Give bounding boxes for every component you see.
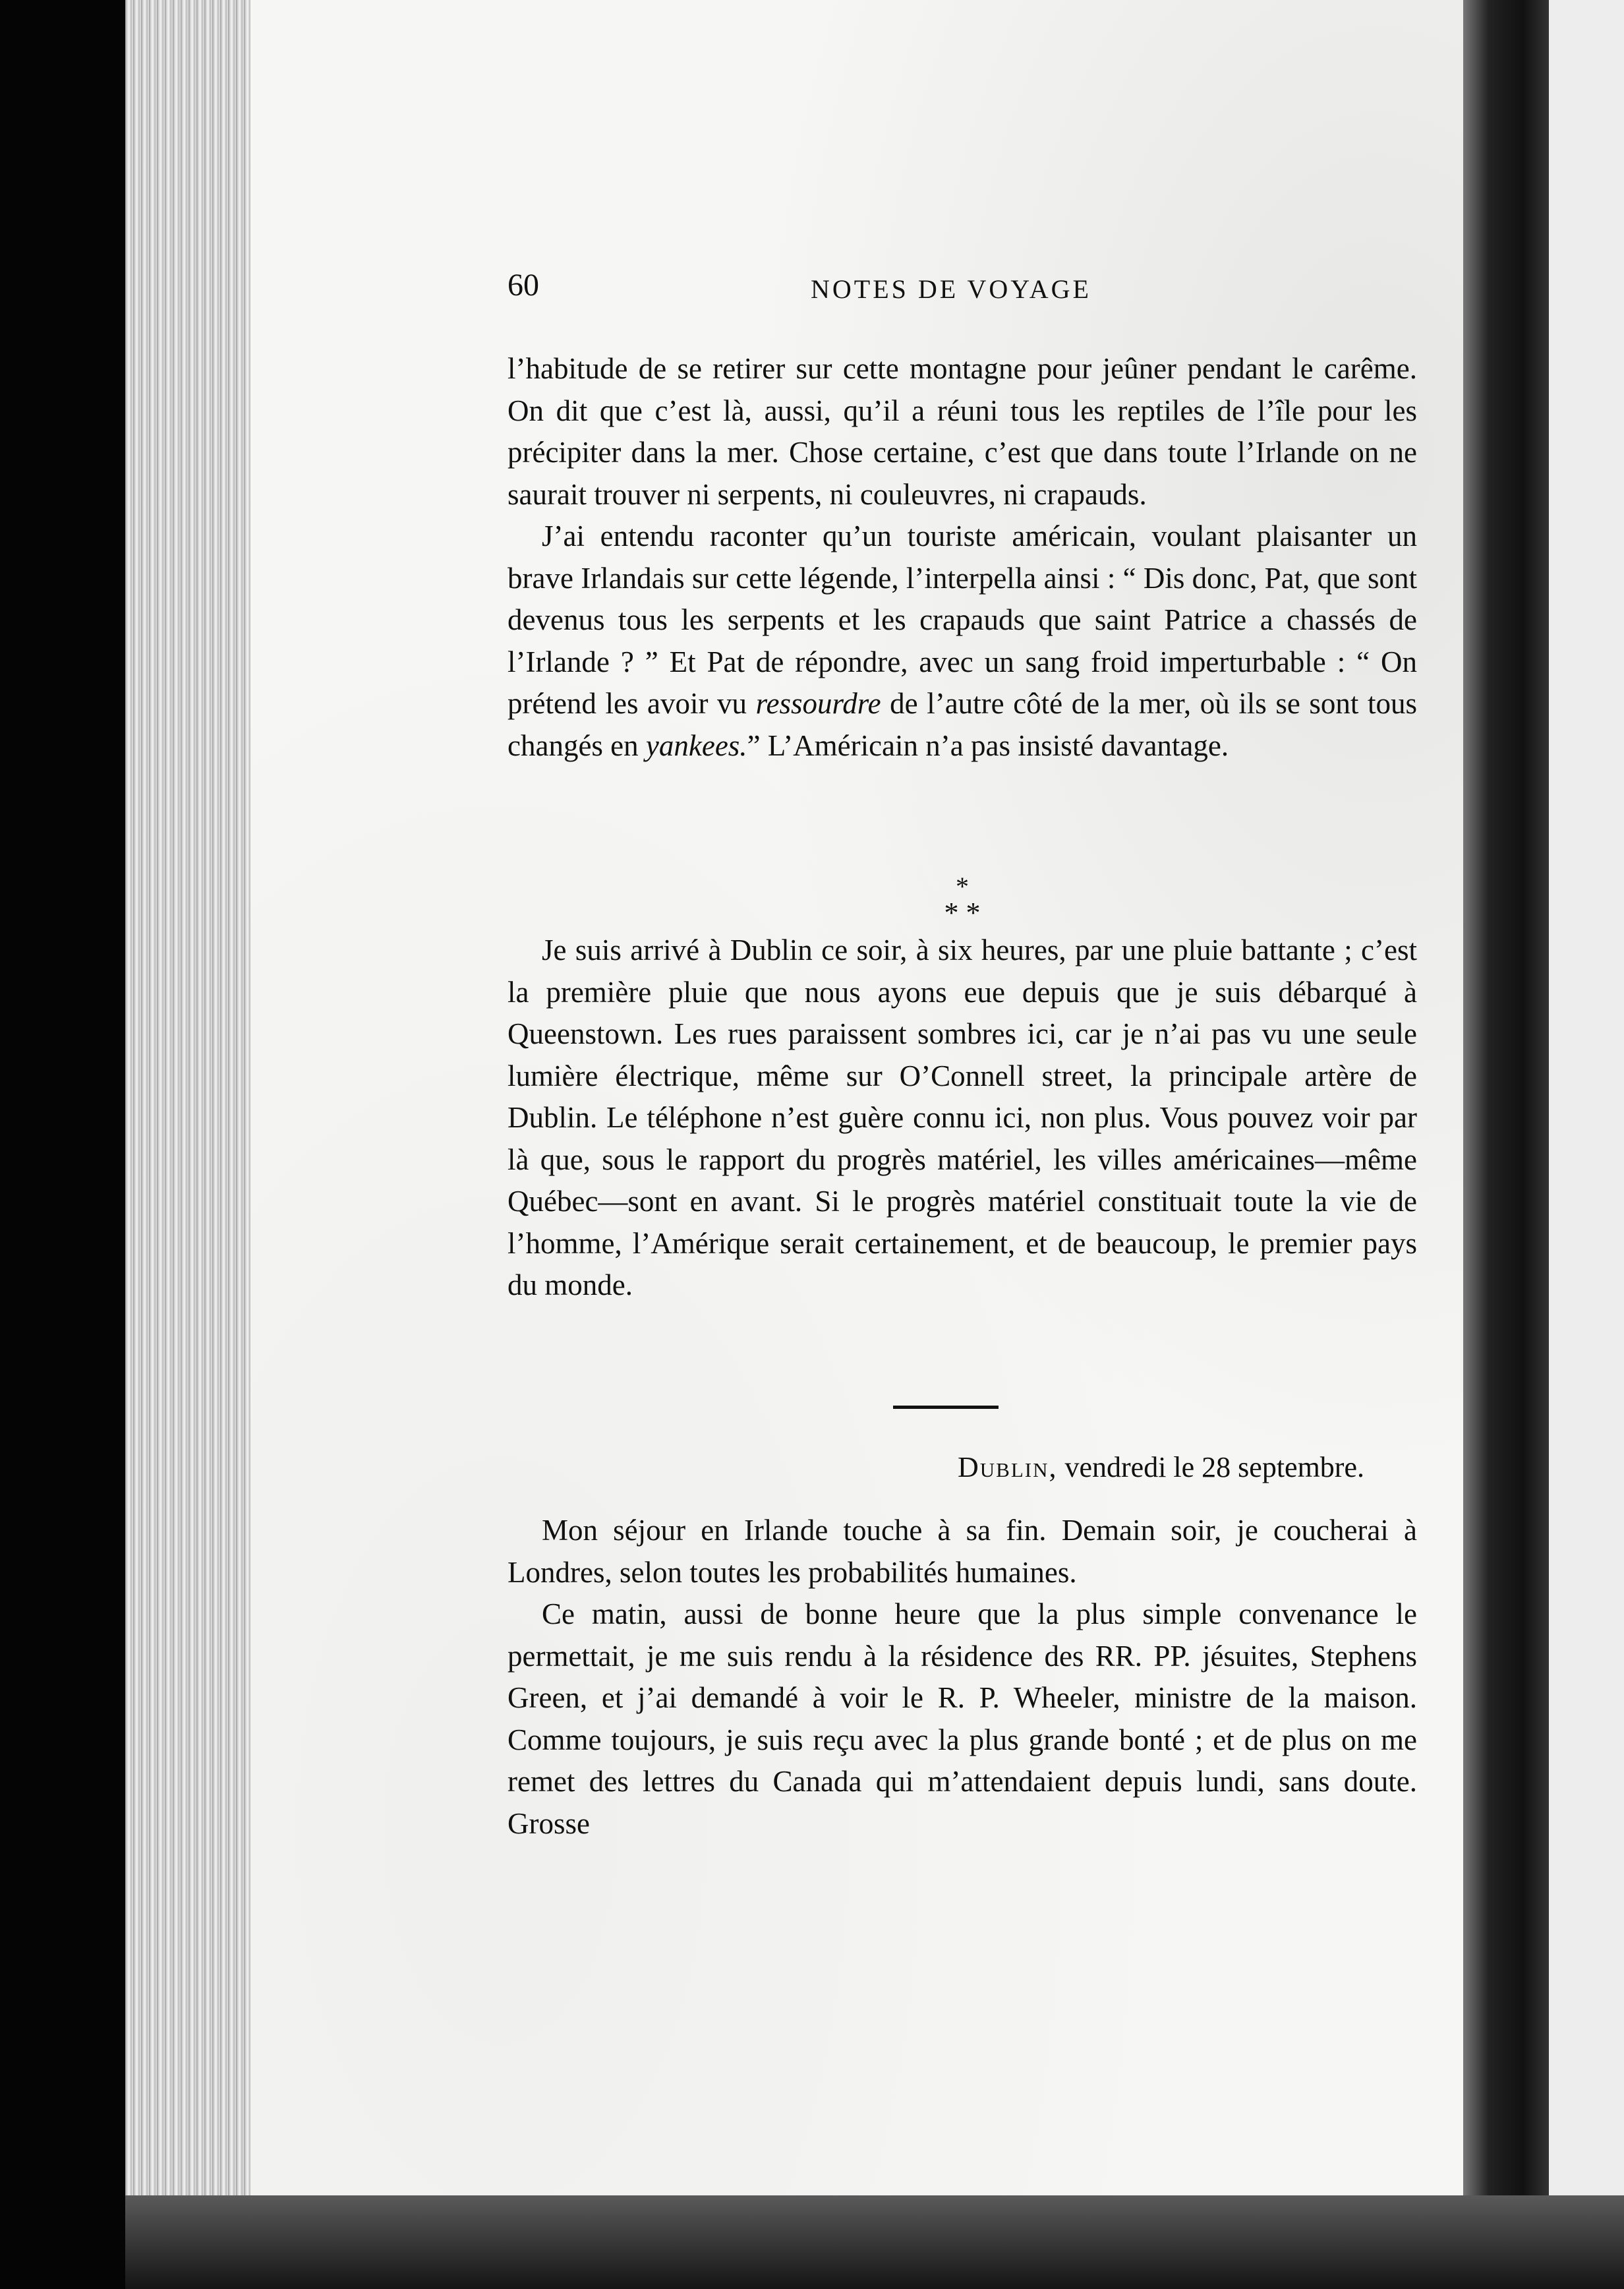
paragraph-2-part-3: ” L’Américain n’a pas insisté davantage. [747, 728, 1229, 762]
page-edges [125, 0, 257, 2289]
asterism-separator [926, 872, 999, 929]
paragraph-3: Je suis arrivé à Dublin ce soir, à six heures, par une pluie battante ; c’est la première pluie que nous ayons eue depuis que je suis débarqué à Queenstown. Les rues paraissent sombres ici, car je n’ai pas vu une seule lumière électrique, même sur O’Connell street, la principale artère de Dublin. Le téléphone n’est guère connu ici, non plus. Vous pouvez voir par là que, sous le rapport du progrès matériel, les villes américaines—même Québec—sont en avant. Si le progrès matériel constituait toute la vie de l’homme, l’Amérique serait certainement, et de beaucoup, le premier pays du monde. [508, 934, 1417, 1301]
book-gutter [1463, 0, 1549, 2289]
paragraph-1: l’habitude de se retirer sur cette montagne pour jeûner pendant le carême. On dit que c’est là, aussi, qu’il a réuni tous les reptiles de l’île pour les précipiter dans la mer. Chose certaine, c’est que dans toute l’Irlande on ne saurait trouver ni serpents, ni couleuvres, ni crapauds. [508, 352, 1417, 511]
asterism-top: * [956, 872, 969, 901]
paragraph-2-italic-1: ressourdre [755, 687, 881, 720]
running-title: NOTES DE VOYAGE [811, 274, 1091, 304]
page-number: 60 [508, 268, 539, 303]
section-rule [893, 1406, 999, 1409]
text-block-bottom [508, 1510, 1417, 1845]
paragraph-2 [508, 516, 1417, 767]
paragraph-2-part-1: J’ai entendu raconter qu’un touriste américain, voulant plaisanter un brave Irlandais sur cette légende, l’interpella ainsi : “ Dis donc, Pat, que sont devenus tous les serpents et les crapauds que saint Patrice a chassés de l’Irlande ? ” Et Pat de répondre, avec un sang froid imperturbable : “ On prétend les avoir vu [508, 520, 1417, 720]
dateline-date: vendredi le 28 septembre. [1057, 1451, 1364, 1483]
paragraph-4: Mon séjour en Irlande touche à sa fin. Demain soir, je coucherai à Londres, selon toutes les probabilités humaines. [508, 1514, 1417, 1589]
scan-bottom-edge [125, 2195, 1624, 2289]
opposite-page-edge [1549, 0, 1624, 2289]
running-header [508, 267, 1430, 313]
paragraph-5: Ce matin, aussi de bonne heure que la plus simple convenance le permettait, je me suis rendu à la résidence des RR. PP. jésuites, Stephens Green, et j’ai demandé à voir le R. P. Wheeler, ministre de la maison. Comme toujours, je suis reçu avec la plus grande bonté ; et de plus on me remet des lettres du Canada qui m’attendaient depuis lundi, sans doute. Grosse [508, 1597, 1417, 1840]
asterism-bottom: * * [944, 897, 981, 929]
dateline [863, 1450, 1364, 1484]
paragraph-2-italic-2: yankees. [645, 728, 747, 762]
text-block-top [508, 348, 1417, 767]
text-block-middle [508, 930, 1417, 1307]
paragraph-2-part-2: de l’autre côté de la mer, où ils se sont tous changés en [508, 687, 1418, 762]
dateline-place: Dublin, [957, 1451, 1058, 1483]
